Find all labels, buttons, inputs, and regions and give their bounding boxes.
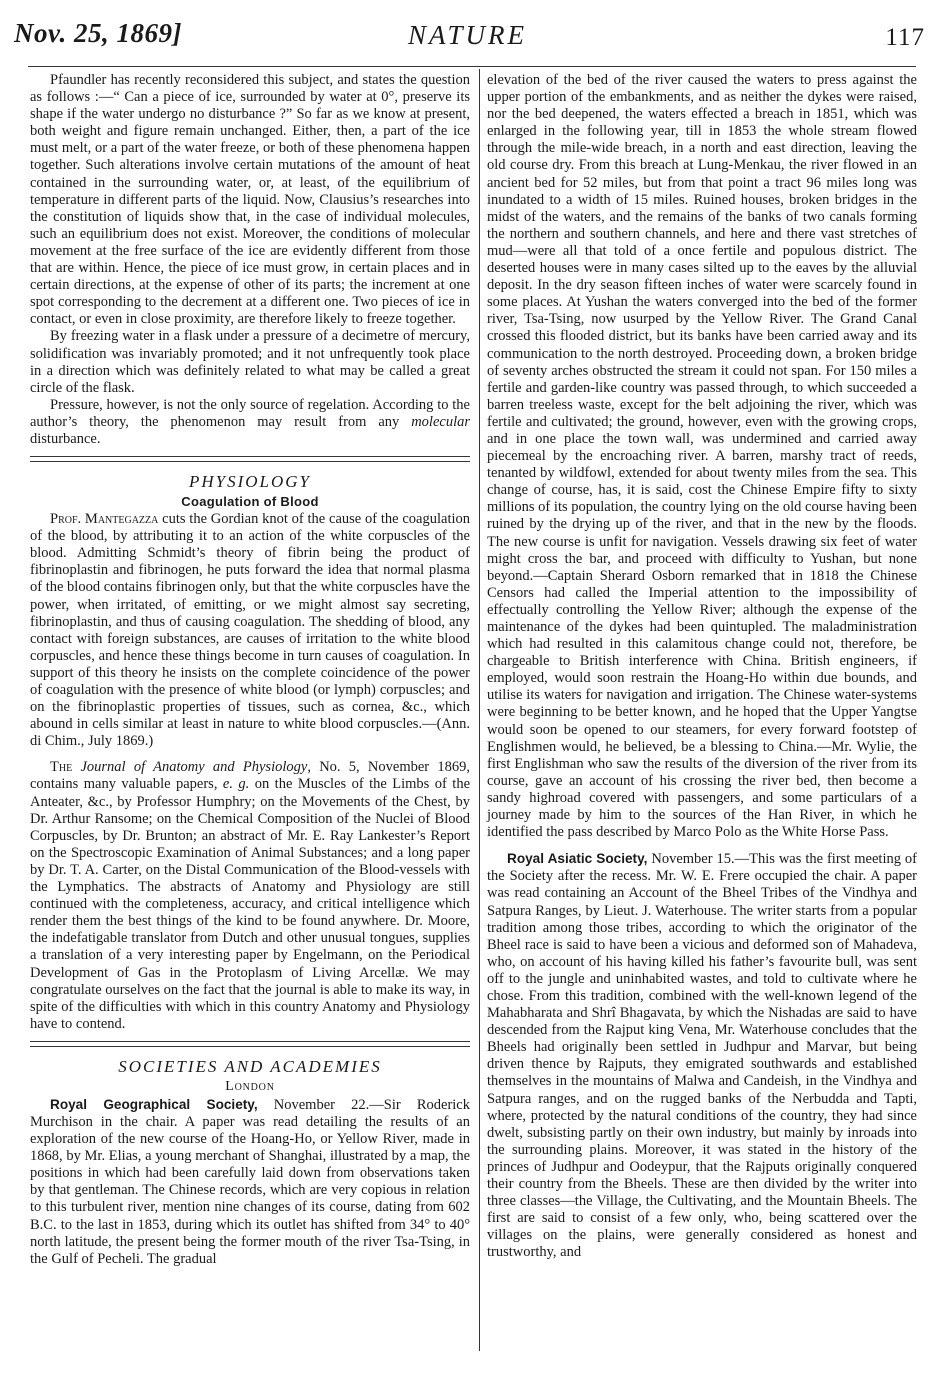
section-rule xyxy=(30,456,470,462)
right-column xyxy=(487,72,917,1261)
left-column xyxy=(30,72,470,1268)
societies-heading: SOCIETIES AND ACADEMIES xyxy=(118,1056,382,1076)
mantegazza-paragraph xyxy=(30,511,470,750)
issue-date: Nov. 25, 1869] xyxy=(14,18,182,48)
society-name: Royal Asiatic Society, xyxy=(507,851,648,867)
physiology-heading: PHYSIOLOGY xyxy=(188,472,312,492)
geographical-society-paragraph xyxy=(30,1096,470,1268)
text-run: disturbance. xyxy=(30,430,101,447)
regelation-paragraph-3 xyxy=(30,397,470,448)
journal-title: NATURE xyxy=(408,20,527,50)
italic-text: e. g. xyxy=(222,776,250,793)
journal-review-paragraph xyxy=(30,759,470,1033)
london-heading: London xyxy=(225,1078,275,1094)
coagulation-subheading: Coagulation of Blood xyxy=(181,494,319,510)
journal-name: Journal of Anatomy and Physiology xyxy=(80,759,308,776)
text-run: cuts the Gordian knot of the cause of the coagulation of the blood, by attributing it to an action of the white corpuscles of the blood. Admitting Schmidt’s theory of fibrin being the product of fibrinoplastin and fibrinogen, he puts forward the idea that normal plasma of the blood contains fibrinogen only, but that the white corpuscles have the power, when irritated, of emitting, or we might almost say secreting, fibrinoplastin, and thus of causing coagulation. The shedding of blood, any contact with foreign substances, are causes of irritation to the white blood corpuscles, and hence these things become in turn causes of coagulation. In support of this theory he insists on the complete coincidence of the power of coagulation with the presence of white blood (or lymph) corpuscles; and on the fibrinoplastic properties of tissues, such as cornea, &c., which abound in cells similar at least in nature to white blood corpuscles.—(Ann. di Chim., July 1869.) xyxy=(30,511,471,750)
header-rule xyxy=(28,66,916,67)
text-run: Pressure, however, is not the only source of regelation. According to the author’s theory, the phenomenon may result from any xyxy=(30,396,470,430)
text-run: , No. 5, November 1869, contains many valuable papers, xyxy=(30,759,470,793)
author-name: Prof. Mantegazza xyxy=(50,511,159,528)
paragraph-gap xyxy=(30,750,470,759)
column-divider xyxy=(479,69,480,1351)
asiatic-society-paragraph xyxy=(487,850,917,1261)
page-number: 117 xyxy=(885,24,925,51)
paragraph-gap xyxy=(487,841,917,850)
italic-text: molecular xyxy=(411,413,470,430)
yellow-river-paragraph: elevation of the bed of the river caused the waters to press against the upper portion of the embankments, and as neither the dykes were raised, nor the bed deepened, the waters effected a breach in 1851, which was enlarged in the following year, till in 1853 the whole stream flowed through the mile-wide breach, in a north and east direction, leaving the old course dry. From this breach at Lung-Menkau, the river flowed in an ancient bed for 52 miles, but from that point a tract 96 miles long was inundated to a width of 15 miles. Ruined houses, broken bridges in the midst of the waters, and the remains of the banks of two canals forming the northern and southern channels, and here and there vast stretches of mud—were all that told of a once fertile and populous district. The deserted houses were in many cases silted up to the eaves by the alluvial deposit. In the dry season fifteen inches of water were scarcely found in some places. At Yushan the waters converged into the bed of the former river, Tsa-Tsing, now usurped by the Yellow River. The Grand Canal crossed this flooded district, but its banks have been carried away and its communication to the north destroyed. Proceeding down, a broken bridge of seventy arches obstructed the stream it could not span. For 150 miles a fertile and garden-like country was passed through, to which succeeded a barren treeless waste, except for the belt adjoining the river, which was fertile and cultivated; the ground, however, even with the growing crops, and in one place the town wall, was undermined and carried away piecemeal by the encroaching river. A barren, marshy tract of reeds, tenanted by wildfowl, extended for about twenty miles from the sea. This change of course, has, it is said, cost the Chinese Empire fifty to sixty millions of its population, the country lying on the old course having been ruined by the drying up of the river, and that in the new by the floods. The new course is unfit for navigation. Vessels drawing six feet of water might cross the bar, and proceed with difficulty to Yushan, but none beyond.—Captain Sherard Osborn remarked that in 1818 the Chinese Censors had called the Imperial attention to the impossibility of effectually controlling the Yellow River; although the expense of the maintenance of the dykes had been quintupled. The maladministration which had resulted in this calamitous change could not, therefore, be chargeable to British interference with China. British engineers, if employed, would soon restrain the Hoang-Ho within due bounds, and utilise its waters for navigation and irrigation. The Chinese water-systems were beginning to be better known, and he hoped that the Upper Yangtse would soon be opened to our steamers, for every forward footstep of Englishmen would, he believed, be a blessing to China.—Mr. Wylie, the first Englishman who saw the results of the diversion of the river from its course, gave an account of his crossing the river bed, then become a sandy highroad covered with passengers, and some particulars of a journey made by him to the sources of the Han River, in which he identified the pass described by Marco Polo as the White Horse Pass. xyxy=(487,72,917,841)
regelation-paragraph-2: By freezing water in a flask under a pressure of a decimetre of mercury, solidification was invariably promoted; and it not unfrequently took place in a direction which was definitely related to what may be called a great circle of the flask. xyxy=(30,328,470,396)
text-run: November 15.—This was the first meeting of the Society after the recess. Mr. W. E. Frere occupied the chair. A paper was read containing an Account of the Bheel Tribes of the Vindhya and Satpura Ranges, by Lieut. J. Waterhouse. The writer starts from a popular tradition among those tribes, according to which the originator of the Bheel race is said to have been a vicious and deformed son of Mahadeva, who, on account of his having killed his father’s favourite bull, was sent off to the jungle and uninhabited wastes, and told to cultivate where he chose. From this tradition, combined with the well-known legend of the Mahabharata and Shrî Bhagavata, by which the Nishadas are said to have descended from the Rajput king Vena, Mr. Waterhouse concludes that the Bheels had originally been settled in Judhpur and Marvar, but being driven thence by Rajputs, they emigrated southwards and established themselves in the mountains of Malwa and Candeish, in the Vindhya and Satpura ranges, and on the rugged banks of the Nerbudda and Tapti, where, protected by the natural conditions of the country, they had since dwelt, subsisting partly on their own industry, but mainly by inroads into the surrounding plains. Moreover, it was stated in the history of the princes of Judhpur and Oodeypur, that the Rajputs originally conquered their country from the Bheels. These are then divided by the writer into three classes—the Village, the Cultivating, and the Mountain Bheels. The first are said to consist of a few only, who, being scattered over the villages on the plains, were generally considered as honest and trustworthy, and xyxy=(487,851,917,1261)
text-run: November 22.—Sir Roderick Murchison in the chair. A paper was read detailing the results of an exploration of the new course of the Hoang-Ho, or Yellow River, made in 1868, by Mr. Elias, a young merchant of Shanghai, illustrated by a map, the positions in which had been carefully laid down from observations taken by that gentleman. The Chinese records, which are very copious in relation to this turbulent river, mention nine changes of its course, dating from 602 B.C. to the last in 1853, during which its outlet has shifted from 34° to 40° north latitude, the present being the former mouth of the river Tsa-Tsing, in the Gulf of Pecheli. The gradual xyxy=(30,1096,470,1267)
lead-word: The xyxy=(50,759,73,776)
regelation-paragraph-1: Pfaundler has recently reconsidered this subject, and states the question as follows :—“ Can a piece of ice, surrounded by water at 0°, preserve its shape if the water undergo no disturbance ?” So far as we know at present, both weight and figure remain unchanged. Either, then, a part of the ice must melt, or a part of the water freeze, or both of these phenomena happen together. Such alterations involve certain mutations of the amount of heat contained in the surrounding water, or, at least, of the equilibrium of temperature in different parts of the liquid. Now, Clausius’s researches into the constitution of liquids show that, in the case of individual molecules, such an equilibrium does not exist. Moreover, the conditions of molecular movement at the free surface of the ice are evidently different from those that are within. Hence, the piece of ice must grow, in certain places and in certain directions, at the expense of other of its parts; the increment at one spot corresponding to the decrement at a different one. Two pieces of ice in contact, or even in close proximity, are therefore likely to freeze together. xyxy=(30,72,470,328)
section-rule xyxy=(30,1041,470,1047)
society-name: Royal Geographical Society, xyxy=(50,1096,258,1112)
text-run: on the Muscles of the Limbs of the Anteater, &c., by Professor Humphry; on the Movements of the Chest, by Dr. Arthur Ransome; on the Chemical Composition of the Nuclei of Blood Corpuscles, by Dr. Brunton; an abstract of Mr. E. Ray Lankester’s Report on the Spectroscopic Examination of Animal Substances; and a long paper by Dr. T. A. Carter, on the Distal Communication of the Blood-vessels with the Lymphatics. The abstracts of Anatomy and Physiology are still continued with the completeness, accuracy, and critical intelligence which render them the best things of the kind to be found anywhere. Dr. Moore, the indefatigable translator from Dutch and other unusual tongues, supplies a translation of a very interesting paper by Engelmann, on the Periodical Development of Gas in the Protoplasm of Living Arcellæ. We may congratulate ourselves on the fact that the journal is able to make its way, in spite of the difficulties with which in this country Anatomy and Physiology have to contend. xyxy=(30,776,471,1032)
